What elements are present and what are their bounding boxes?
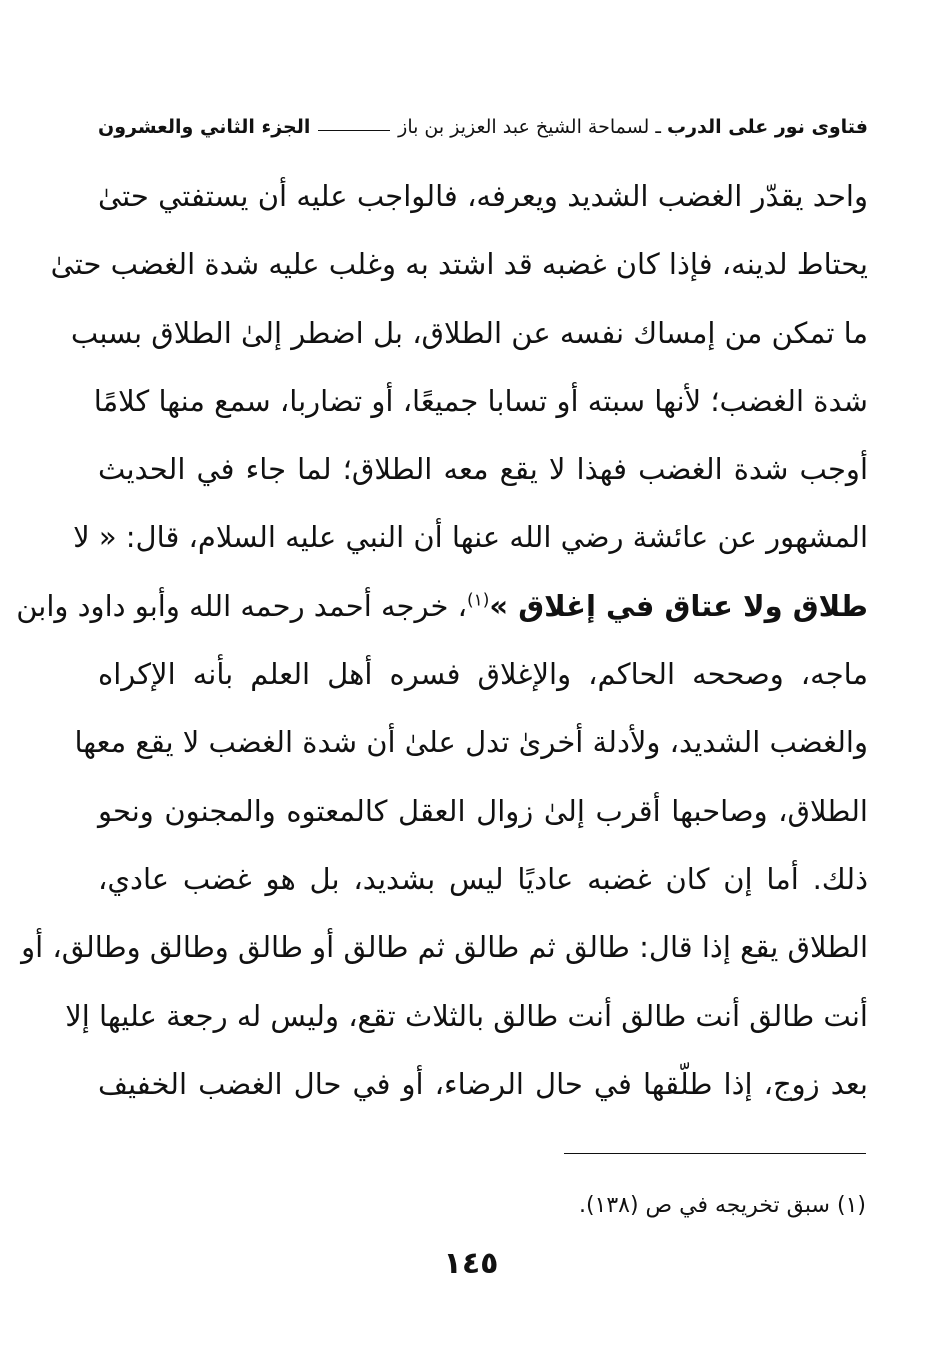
page-number: ١٤٥ [443, 1246, 499, 1281]
text-line: والغضب الشديد، ولأدلة أخرىٰ تدل علىٰ أن شدة الغضب لا يقع معها [74, 725, 868, 760]
text-line: الطلاق، وصاحبها أقرب إلىٰ زوال العقل كالمعتوه والمجنون ونحو [98, 793, 868, 828]
text-line: الطلاق يقع إذا قال: طالق ثم طالق ثم طالق أو طالق وطالق وطالق، أو [21, 930, 868, 965]
running-header [98, 110, 868, 144]
text-line: أوجب شدة الغضب فهذا لا يقع معه الطلاق؛ لما جاء في الحديث [98, 452, 868, 487]
text-line-rest: ، خرجه أحمد رحمه الله وأبو داود وابن [16, 588, 467, 623]
book-title: فتاوى نور على الدرب [667, 116, 868, 138]
text-line: أنت طالق أنت طالق أنت طالق بالثلاث تقع، وليس له رجعة عليها إلا [65, 998, 868, 1033]
hadith-quote: طلاق ولا عتاق في إغلاق » [489, 588, 868, 623]
text-line: ماجه، وصححه الحاكم، والإغلاق فسره أهل العلم بأنه الإكراه [98, 657, 868, 692]
text-line: شدة الغضب؛ لأنها سبته أو تسابا جميعًا، أو تضاربا، سمع منها كلامًا [93, 383, 868, 418]
text-line: ذلك. أما إن كان غضبه عاديًا ليس بشديد، بل هو غضب عادي، [98, 861, 868, 896]
header-rule [318, 130, 390, 131]
text-line: المشهور عن عائشة رضي الله عنها أن النبي عليه السلام، قال: « لا [73, 520, 868, 555]
volume-part: الجزء الثاني والعشرون [98, 116, 311, 138]
text-line: بعد زوج، إذا طلّقها في حال الرضاء، أو في حال الغضب الخفيف [98, 1066, 868, 1101]
main-text [16, 162, 868, 1118]
author-name: ـ لسماحة الشيخ عبد العزيز بن باز [398, 116, 661, 138]
text-line: يحتاط لدينه، فإذا كان غضبه قد اشتد به وغلب عليه شدة الغضب حتىٰ [50, 247, 868, 282]
footnote-reference: (١) [466, 590, 490, 611]
text-line: واحد يقدّر الغضب الشديد ويعرفه، فالواجب عليه أن يستفتي حتىٰ [98, 179, 868, 213]
footnote-separator [564, 1153, 866, 1154]
text-line-hadith [16, 572, 868, 640]
footnote: (١) سبق تخريجه في ص (١٣٨). [578, 1193, 866, 1218]
text-line: ما تمكن من إمساك نفسه عن الطلاق، بل اضطر إلىٰ الطلاق بسبب [70, 315, 868, 350]
